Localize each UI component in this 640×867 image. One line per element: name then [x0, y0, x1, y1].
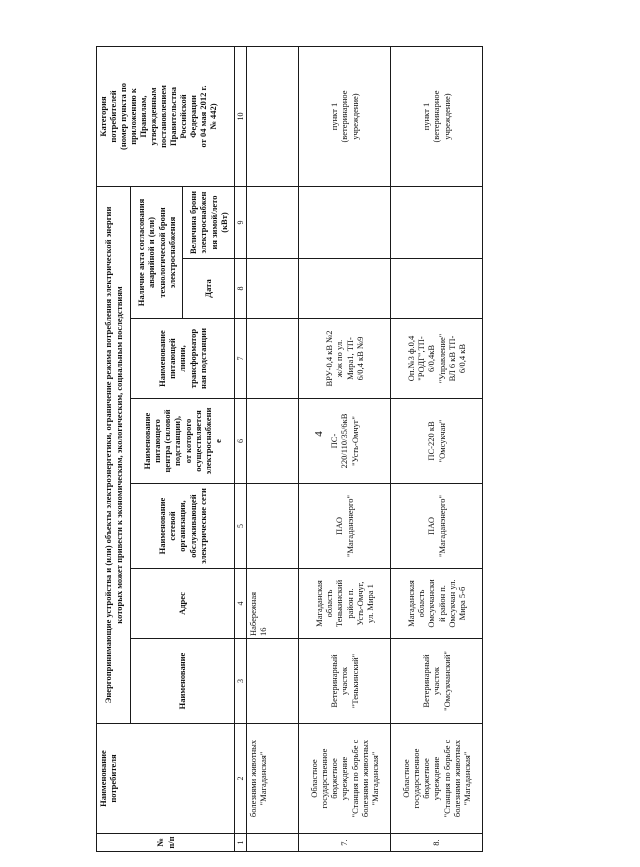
cell-consumer: Областное государственное бюджетное учреждение "Станция по борьбе с болезнями животных "Магаданская" — [299, 724, 391, 834]
cell-num: 8. — [391, 834, 483, 852]
cell-supply-line — [247, 319, 299, 399]
cell-num: 7. — [299, 834, 391, 852]
cell-name: Ветеринарный участок "Омсукчанский" — [391, 639, 483, 724]
cell-category: пункт 1 (ветеринарное учреждение) — [299, 46, 391, 186]
table-row — [299, 46, 391, 851]
cell-act-date — [247, 259, 299, 319]
cell-address: Магаданская область Омсукчански й район п. Омсукчан ул. Мира 5-б — [391, 569, 483, 639]
cell-act-date — [391, 259, 483, 319]
cell-act-value — [391, 186, 483, 258]
cell-category: пункт 1 (ветеринарное учреждение) — [391, 46, 483, 186]
cell-num — [247, 834, 299, 852]
cell-act-value — [299, 186, 391, 258]
cell-consumer: Областное государственное бюджетное учреждение "Станция по борьбе с болезнями животных "Магаданская" — [391, 724, 483, 834]
column-number: 3 — [235, 639, 247, 724]
column-number: 9 — [235, 186, 247, 258]
cell-consumer: болезнями животных "Магаданская" — [247, 724, 299, 834]
cell-category — [247, 46, 299, 186]
header-network-org: Наименование сетевой организации, обслуживающей электрические сети — [131, 484, 235, 569]
cell-network-org: ПАО "Магаданэнерго" — [299, 484, 391, 569]
cell-network-org: ПАО "Магаданэнерго" — [391, 484, 483, 569]
column-number: 2 — [235, 724, 247, 834]
cell-supply-line: ВРУ-0,4 кВ №2 ж/ж по ул. Мира1, ТП- 6/0,4 кВ №9 — [299, 319, 391, 399]
cell-supply-center — [247, 399, 299, 484]
header-supply-line: Наименование питающей линии, трансформатор ная подстанции — [131, 319, 235, 399]
header-supply-center: Наименование питающего центра (силовой подстанции), от которого осуществляется электроснабжени е — [131, 399, 235, 484]
cell-supply-center: ПС- 220/110/35/6кВ "Усть-Омчуг" — [299, 399, 391, 484]
page-number: 4 — [312, 431, 325, 437]
cell-address: Набережная 16 — [247, 569, 299, 639]
cell-address: Магаданская область Тенькинский район п. Усть-Омчуг, ул. Мира 1 — [299, 569, 391, 639]
header-consumer: Наименование потребителя — [97, 724, 235, 834]
column-number: 8 — [235, 259, 247, 319]
column-number: 1 — [235, 834, 247, 852]
column-number: 4 — [235, 569, 247, 639]
header-name: Наименование — [131, 639, 235, 724]
column-number: 7 — [235, 319, 247, 399]
consumer-table — [96, 46, 483, 852]
header-act-date: Дата — [183, 259, 235, 319]
table-row — [391, 46, 483, 851]
cell-act-value — [247, 186, 299, 258]
cell-supply-line: Оп.№3 ф.0,4 "РОДГ",ТП- 6/0,4кВ "Управление" ВЛ 6 кВ ТП- 6/0,4 кВ — [391, 319, 483, 399]
column-number: 6 — [235, 399, 247, 484]
cell-name — [247, 639, 299, 724]
header-address: Адрес — [131, 569, 235, 639]
header-num: № п/п — [97, 834, 235, 852]
header-act: Наличие акта согласования аварийной и (или) технологической брони электроснабжения — [131, 186, 183, 318]
column-number: 10 — [235, 46, 247, 186]
cell-network-org — [247, 484, 299, 569]
header-category: Категория потребителей (номер пункта по приложению к Правилам, утвержденным постановлением Правительства Российской Федерации от 04 мая 2012 г. № 442) — [97, 46, 235, 186]
header-group: Энергопринимающие устройства и (или) объекты электроэнергетики, ограничение режима потребления электрической энергии которых может привести к экономическим, экологическим, социальным последствиям — [97, 186, 131, 723]
column-number: 5 — [235, 484, 247, 569]
cell-supply-center: ПС-220 кВ "Омсукчан" — [391, 399, 483, 484]
cell-name: Ветеринарный участок "Тенькинский" — [299, 639, 391, 724]
table-row — [247, 46, 299, 851]
header-act-value: Величина брони электроснабжен ия зимой/лето (кВт) — [183, 186, 235, 258]
cell-act-date — [299, 259, 391, 319]
